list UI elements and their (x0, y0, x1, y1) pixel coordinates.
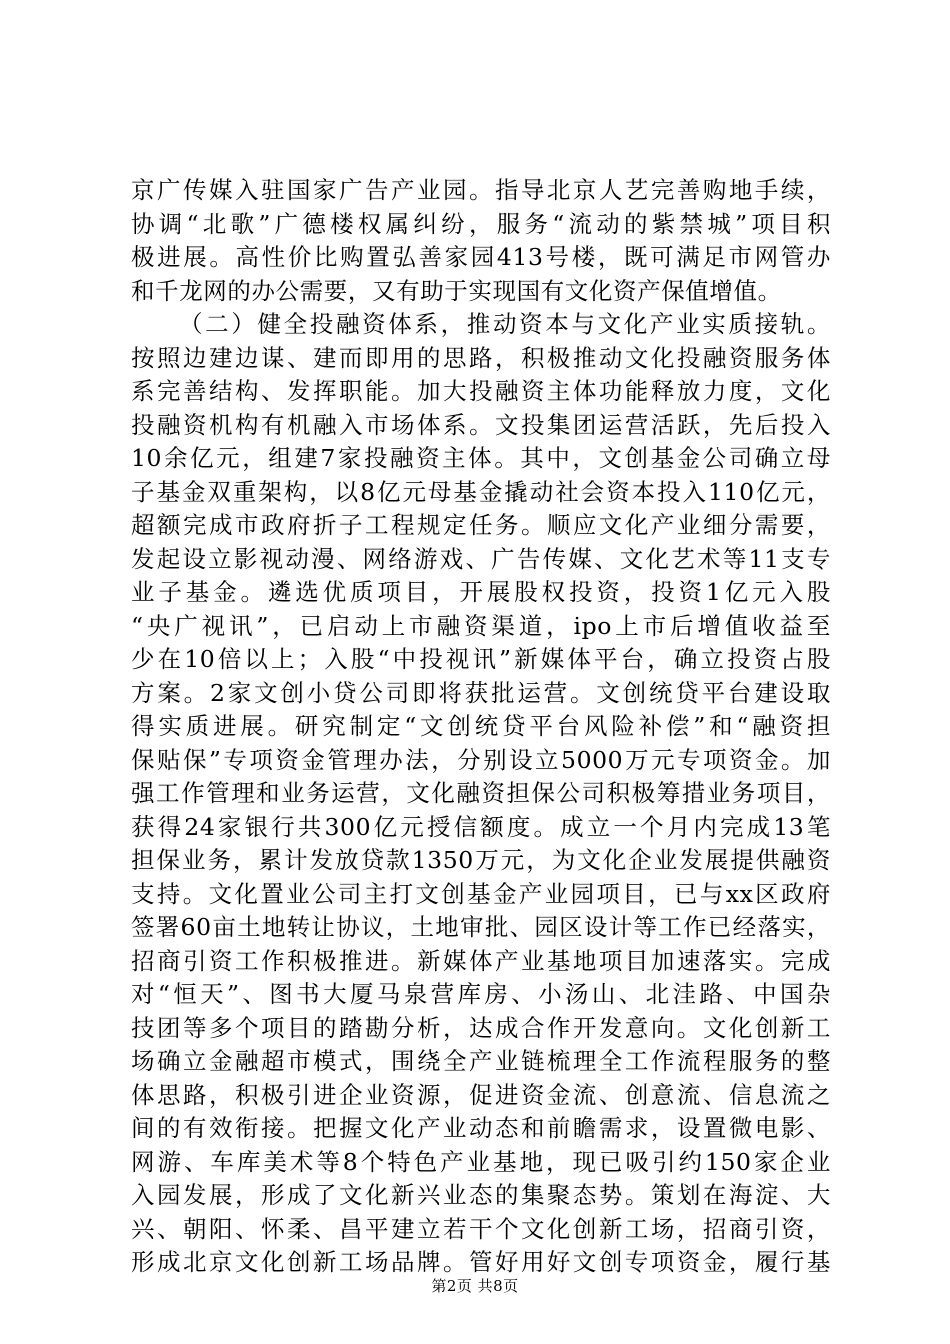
text-line: 技团等多个项目的踏勘分析，达成合作开发意向。文化创新工 (131, 1013, 831, 1042)
text-line: 10余亿元，组建7家投融资主体。其中，文创基金公司确立母 (131, 444, 831, 472)
text-line: 场确立金融超市模式，围绕全产业链梳理全工作流程服务的整 (131, 1047, 831, 1075)
text-line: 获得24家银行共300亿元授信额度。成立一个月内完成13笔 (131, 812, 831, 841)
text-line: 和千龙网的办公需要，又有助于实现国有文化资产保值增值。 (131, 276, 782, 305)
text-line: 京广传媒入驻国家广告产业园。指导北京人艺完善购地手续， (131, 176, 831, 204)
text-line: 按照边建边谋、建而即用的思路，积极推动文化投融资服务体 (131, 343, 831, 372)
text-line: 体思路，积极引进企业资源，促进资金流、创意流、信息流之 (131, 1080, 831, 1109)
text-line: 系完善结构、发挥职能。加大投融资主体功能释放力度，文化 (131, 377, 831, 405)
text-line: 发起设立影视动漫、网络游戏、广告传媒、文化艺术等11支专 (131, 544, 831, 573)
text-line: 签署60亩土地转让协议，土地审批、园区设计等工作已经落实， (131, 913, 831, 941)
text-line: 方案。2家文创小贷公司即将获批运营。文创统贷平台建设取 (131, 678, 831, 707)
page-footer: 第2页 共8页 (431, 1277, 519, 1295)
text-line: 超额完成市政府折子工程规定任务。顺应文化产业细分需要， (131, 511, 831, 539)
text-line: 业子基金。遴选优质项目，开展股权投资，投资1亿元入股 (131, 578, 831, 606)
text-line: 担保业务，累计发放贷款1350万元，为文化企业发展提供融资 (131, 846, 831, 874)
text-line: 强工作管理和业务运营，文化融资担保公司积极筹措业务项目， (131, 779, 831, 807)
text-line: 对“恒天”、图书大厦马泉营库房、小汤山、北洼路、中国杂 (131, 980, 831, 1008)
text-line: 入园发展，形成了文化新兴业态的集聚态势。策划在海淀、大 (131, 1181, 831, 1209)
text-line: 投融资机构有机融入市场体系。文投集团运营活跃，先后投入 (131, 410, 831, 439)
body-text (131, 174, 831, 1280)
text-line: 保贴保”专项资金管理办法，分别设立5000万元专项资金。加 (131, 745, 831, 774)
text-line: 兴、朝阳、怀柔、昌平建立若干个文化创新工场，招商引资， (131, 1214, 831, 1243)
text-line: （二）健全投融资体系，推动资本与文化产业实质接轨。 (179, 310, 831, 338)
text-line: 间的有效衔接。把握文化产业动态和前瞻需求，设置微电影、 (131, 1114, 831, 1142)
text-line: 得实质进展。研究制定“文创统贷平台风险补偿”和“融资担 (131, 712, 831, 740)
text-line: 子基金双重架构，以8亿元母基金撬动社会资本投入110亿元， (131, 477, 831, 506)
text-line: 支持。文化置业公司主打文创基金产业园项目，已与xx区政府 (131, 879, 831, 908)
text-line: 招商引资工作积极推进。新媒体产业基地项目加速落实。完成 (131, 946, 831, 975)
text-line: 网游、车库美术等8个特色产业基地，现已吸引约150家企业 (131, 1147, 831, 1176)
text-line: 形成北京文化创新工场品牌。管好用好文创专项资金，履行基 (131, 1248, 831, 1276)
text-line: 少在10倍以上；入股“中投视讯”新媒体平台，确立投资占股 (131, 645, 831, 673)
text-line: 极进展。高性价比购置弘善家园413号楼，既可满足市网管办 (131, 243, 831, 271)
text-line: 协调“北歌”广德楼权属纠纷，服务“流动的紫禁城”项目积 (131, 209, 831, 238)
text-line: “央广视讯”，已启动上市融资渠道，ipo上市后增值收益至 (131, 611, 831, 640)
